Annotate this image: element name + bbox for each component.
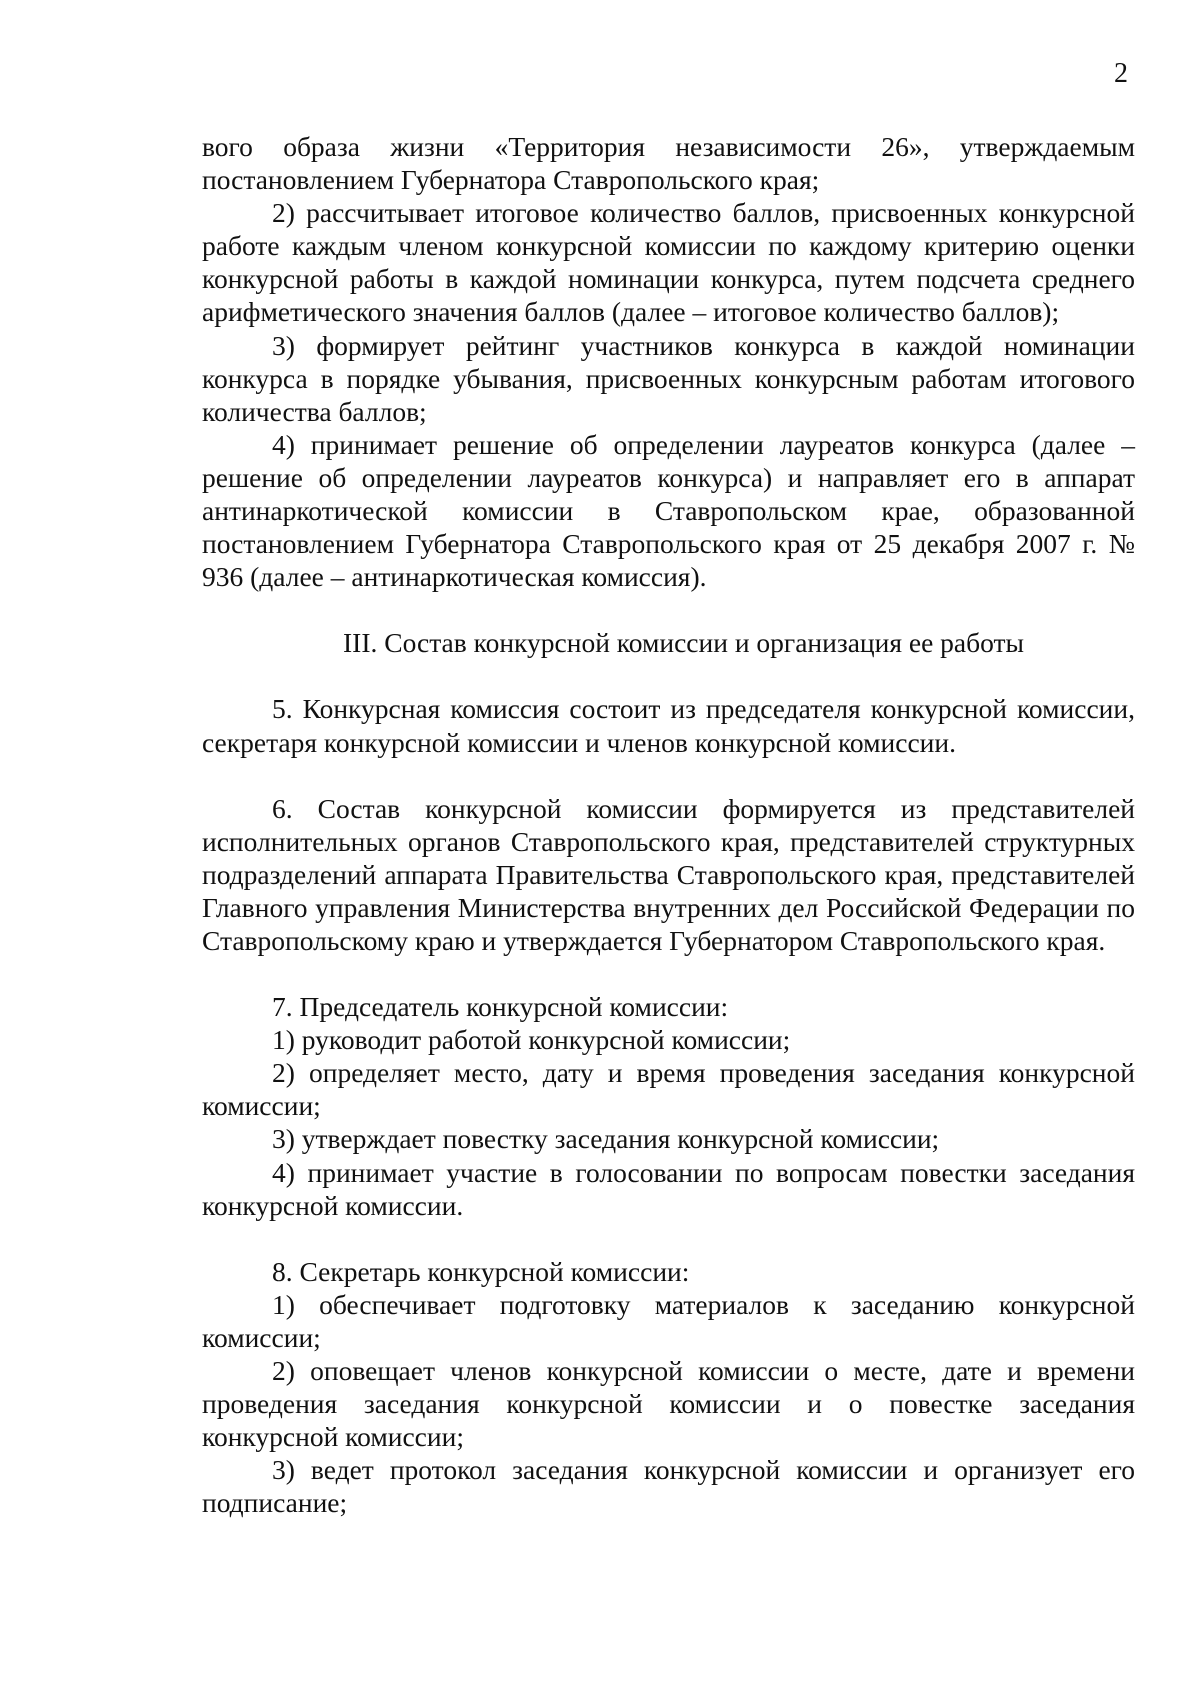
clause-8-item-3: 3) ведет протокол заседания конкурсной комиссии и организует его подписание;: [202, 1454, 1135, 1519]
clause-7-item-4: 4) принимает участие в голосовании по вопросам повестки заседания конкурсной комиссии.: [202, 1156, 1135, 1221]
clause-7-item-1: 1) руководит работой конкурсной комиссии;: [272, 1024, 791, 1056]
section-heading: III. Состав конкурсной комиссии и организация ее работы: [343, 627, 1024, 659]
clause-7-item-2: 2) определяет место, дату и время проведения заседания конкурсной комиссии;: [202, 1057, 1135, 1122]
paragraph-continuation: вого образа жизни «Территория независимости 26», утверждаемым постановлением Губернатора Ставропольского края;: [202, 131, 1135, 196]
page-number: 2: [1114, 58, 1128, 89]
document-body: [202, 130, 1135, 1519]
list-item-2: 2) рассчитывает итоговое количество баллов, присвоенных конкурсной работе каждым членом конкурсной комиссии по каждому критерию оценки конкурсной работы в каждой номинации конкурса, путем подсчета среднего арифметического значения баллов (далее – итоговое количество баллов);: [202, 197, 1135, 328]
clause-7: 7. Председатель конкурсной комиссии:: [272, 991, 729, 1023]
list-item-4: 4) принимает решение об определении лауреатов конкурса (далее – решение об определении лауреатов конкурса) и направляет его в аппарат антинаркотической комиссии в Ставропольском крае, образованной постановлением Губернатора Ставропольского края от 25 декабря 2007 г. № 936 (далее – антинаркотическая комиссия).: [202, 428, 1135, 593]
clause-6: 6. Состав конкурсной комиссии формируется из представителей исполнительных органов Ставропольского края, представителей структурных подразделений аппарата Правительства Ставропольского края, представителей Главного управления Министерства внутренних дел Российской Федерации по Ставропольскому краю и утверждается Губернатором Ставропольского края.: [202, 792, 1135, 956]
clause-8-item-1: 1) обеспечивает подготовку материалов к заседанию конкурсной комиссии;: [202, 1288, 1135, 1353]
clause-8: 8. Секретарь конкурсной комиссии:: [272, 1255, 690, 1287]
clause-7-item-3: 3) утверждает повестку заседания конкурсной комиссии;: [272, 1123, 940, 1155]
clause-8-item-2: 2) оповещает членов конкурсной комиссии о месте, дате и времени проведения заседания конкурсной комиссии и о повестке заседания конкурсной комиссии;: [202, 1355, 1135, 1453]
list-item-3: 3) формирует рейтинг участников конкурса в каждой номинации конкурса в порядке убывания, присвоенных конкурсным работам итогового количества баллов;: [202, 329, 1135, 427]
clause-5: 5. Конкурсная комиссия состоит из председателя конкурсной комиссии, секретаря конкурсной комиссии и членов конкурсной комиссии.: [202, 693, 1135, 758]
